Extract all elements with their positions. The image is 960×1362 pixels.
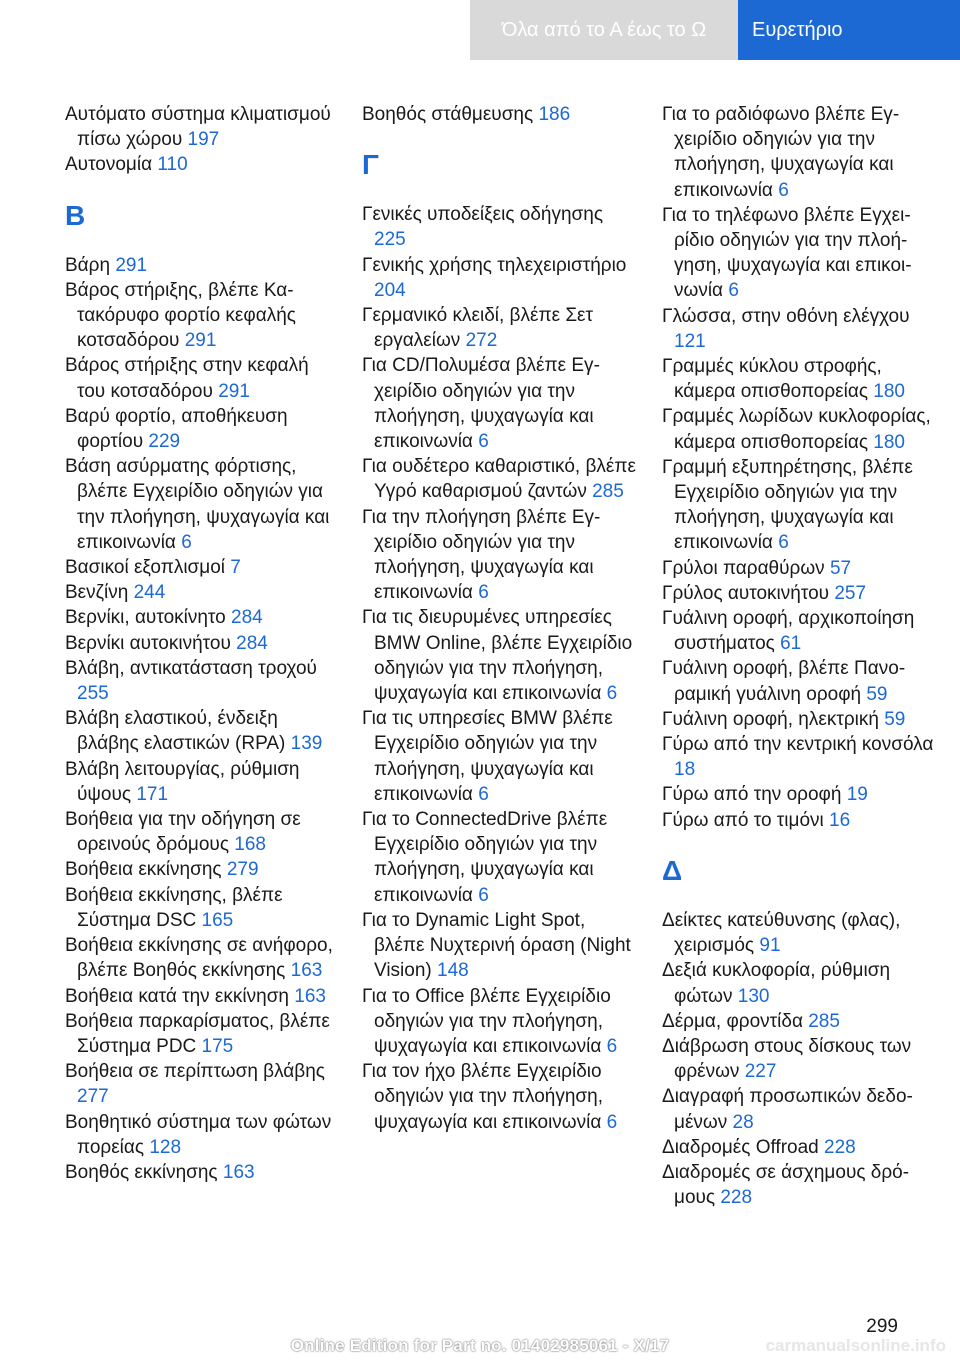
page-reference-link[interactable]: 285: [592, 481, 624, 503]
index-entry: [662, 908, 942, 958]
entry-text: Γενικές υποδείξεις οδήγησης: [362, 204, 603, 226]
page-reference-link[interactable]: 225: [374, 229, 406, 251]
entry-text: Για το Dynamic Light Spot, βλέπε Νυχτερινή όραση (Night Vision): [362, 909, 631, 982]
entry-text: Γυάλινη οροφή, βλέπε Πανοραμική γυάλινη οροφή: [662, 658, 906, 705]
entry-text: Βερνίκι, αυτοκίνητο: [65, 607, 226, 629]
index-entry: [65, 353, 335, 403]
page-reference-link[interactable]: 228: [824, 1136, 856, 1158]
index-entry: [362, 984, 637, 1060]
index-entry: [65, 807, 335, 857]
page-reference-link[interactable]: 130: [737, 985, 770, 1007]
entry-text: Για το ραδιόφωνο βλέπε Εγχειρίδιο οδηγιών για την πλοήγηση, ψυχαγωγία και επικοινωνία: [662, 104, 900, 201]
page-reference-link[interactable]: 163: [294, 985, 326, 1007]
index-entry: [65, 1009, 335, 1059]
index-entry: [65, 857, 335, 882]
index-entry: [662, 354, 942, 404]
page-reference-link[interactable]: 19: [846, 784, 868, 806]
page-reference-link[interactable]: 148: [437, 960, 469, 982]
entry-text: Βάρος στήριξης στην κεφαλή του κοτσαδόρου: [65, 355, 309, 402]
page-reference-link[interactable]: 180: [873, 431, 905, 453]
page-reference-link[interactable]: 6: [778, 179, 789, 201]
index-entry: [662, 581, 942, 606]
page-reference-link[interactable]: 6: [606, 1111, 618, 1133]
index-entry: [65, 404, 335, 454]
index-entry: [65, 605, 335, 630]
page-reference-link[interactable]: 165: [201, 909, 234, 931]
entry-text: Γραμμές κύκλου στροφής, κάμερα οπισθοπορείας: [662, 356, 882, 403]
entry-text: Γυάλινη οροφή, ηλεκτρική: [662, 708, 879, 730]
index-entry: [362, 706, 637, 807]
entry-text: Βαρύ φορτίο, αποθήκευση φορτίου: [65, 405, 288, 453]
entry-text: Δείκτες κατεύθυνσης (φλας), χειρισμός: [662, 909, 901, 957]
index-entry: [65, 656, 335, 706]
entry-text: Βοήθεια σε περίπτωση βλάβης: [65, 1061, 325, 1083]
index-entry: [65, 580, 335, 605]
page-reference-link[interactable]: 6: [478, 884, 489, 906]
page-reference-link[interactable]: 6: [606, 683, 618, 705]
page-header: [0, 0, 960, 60]
section-title: Ευρετήριο: [738, 0, 960, 60]
index-entry: [65, 757, 335, 807]
index-entry: [65, 883, 335, 933]
entry-text: Για το τηλέφωνο βλέπε Εγχειρίδιο οδηγιών για την πλοήγηση, ψυχαγωγία και επικοινωνία: [662, 204, 912, 302]
index-entry: [662, 808, 942, 833]
entry-text: Γρύλος αυτοκινήτου: [662, 582, 830, 604]
page-reference-link[interactable]: 204: [374, 279, 406, 301]
index-entry: [662, 958, 942, 1008]
page-reference-link[interactable]: 16: [829, 809, 851, 831]
entry-text: Βοηθός εκκίνησης: [65, 1161, 218, 1183]
entry-text: Βάση ασύρματης φόρτισης, βλέπε Εγχειρίδιο οδηγιών για την πλοήγηση, ψυχαγωγία και επικοινωνία: [65, 456, 330, 553]
index-entry: [362, 1059, 637, 1135]
index-entry: [662, 1084, 942, 1134]
page-reference-link[interactable]: 18: [674, 759, 696, 781]
page-reference-link[interactable]: 121: [674, 330, 706, 352]
entry-text: Διαδρομές Offroad: [662, 1136, 819, 1158]
chapter-title: Όλα από το Α έως το Ω: [470, 0, 738, 60]
section-letter: Δ: [662, 854, 683, 886]
index-entry: [362, 102, 637, 127]
entry-text: Γενικής χρήσης τηλεχειριστήριο: [362, 254, 627, 276]
page-reference-link[interactable]: 272: [465, 330, 498, 352]
entry-text: Για τις διευρυμένες υπηρεσίες BMW Online, βλέπε Εγχειρίδιο οδηγιών για την πλοήγηση, ψυχαγωγία και επικοινωνία: [362, 607, 633, 705]
page-reference-link[interactable]: 59: [866, 683, 888, 705]
entry-text: Γερμανικό κλειδί, βλέπε Σετ εργαλείων: [362, 305, 594, 352]
index-entry: [65, 1160, 335, 1185]
entry-text: Βοήθεια εκκίνησης σε ανήφορο, βλέπε Βοηθός εκκίνησης: [65, 935, 333, 982]
index-entry: [362, 353, 637, 454]
page-reference-link[interactable]: 6: [728, 280, 739, 302]
page-reference-link[interactable]: 257: [834, 582, 867, 604]
page-reference-link[interactable]: 291: [184, 330, 217, 352]
page-reference-link[interactable]: 6: [606, 1035, 618, 1057]
entry-text: Βάρη: [65, 254, 111, 276]
entry-text: Γλώσσα, στην οθόνη ελέγχου: [662, 305, 910, 327]
page-reference-link[interactable]: 128: [149, 1136, 182, 1158]
entry-text: Βασικοί εξοπλισμοί: [65, 557, 225, 579]
index-entry: [362, 454, 637, 504]
page-reference-link[interactable]: 171: [136, 783, 169, 805]
entry-text: Βοηθητικό σύστημα των φώτων πορείας: [65, 1111, 332, 1158]
page-reference-link[interactable]: 168: [234, 834, 266, 856]
page-reference-link[interactable]: 244: [133, 582, 166, 604]
entry-text: Βοήθεια παρκαρίσματος, βλέπε Σύστημα PDC: [65, 1010, 330, 1057]
entry-text: Γύρω από την οροφή: [662, 784, 842, 806]
index-entry: [362, 605, 637, 706]
page-reference-link[interactable]: 28: [732, 1111, 754, 1133]
index-entry: [662, 707, 942, 732]
page-reference-link[interactable]: 61: [780, 633, 802, 655]
page-reference-link[interactable]: 180: [873, 381, 905, 403]
entry-text: Βλάβη, αντικατάσταση τροχού: [65, 657, 317, 679]
page-reference-link[interactable]: 228: [720, 1187, 753, 1209]
page-reference-link[interactable]: 291: [218, 380, 250, 402]
index-entry: [65, 454, 335, 555]
page-reference-link[interactable]: 163: [290, 960, 323, 982]
entry-text: Για τον ήχο βλέπε Εγχειρίδιο οδηγιών για την πλοήγηση, ψυχαγωγία και επικοινωνία: [362, 1061, 603, 1133]
page-reference-link[interactable]: 6: [478, 783, 489, 805]
index-column-1: [65, 102, 335, 1185]
index-entry: [662, 1135, 942, 1160]
index-entry: [662, 404, 942, 454]
index-entry: [662, 1160, 942, 1210]
entry-text: Γύρω από το τιμόνι: [662, 809, 824, 831]
page-reference-link[interactable]: 284: [231, 607, 263, 629]
page-reference-link[interactable]: 186: [538, 104, 571, 125]
index-entry: [662, 782, 942, 807]
page-reference-link[interactable]: 91: [759, 935, 781, 957]
page-reference-link[interactable]: 197: [187, 129, 220, 151]
entry-text: Διαγραφή προσωπικών δεδομένων: [662, 1086, 913, 1133]
entry-text: Γραμμή εξυπηρέτησης, βλέπε Εγχειρίδιο οδηγιών για την πλοήγηση, ψυχαγωγία και επικοινωνία: [662, 456, 913, 554]
index-entry: [662, 1034, 942, 1084]
entry-text: Για την πλοήγηση βλέπε Εγχειρίδιο οδηγιών για την πλοήγηση, ψυχαγωγία και επικοινωνία: [362, 506, 601, 604]
index-entry: [662, 732, 942, 782]
edition-footer: Online Edition for Part no. 01402985061 - X/17: [290, 1336, 670, 1355]
index-entry: [362, 202, 637, 252]
page-reference-link[interactable]: 279: [226, 859, 259, 881]
index-entry: [662, 304, 942, 354]
index-entry: [662, 203, 942, 304]
page-reference-link[interactable]: 6: [778, 532, 789, 554]
page-reference-link[interactable]: 229: [148, 431, 181, 453]
entry-text: Βοηθός στάθμευσης: [362, 104, 534, 125]
index-entry: [662, 656, 942, 706]
entry-text: Για τις υπηρεσίες BMW βλέπε Εγχειρίδιο οδηγιών για την πλοήγηση, ψυχαγωγία και επικοινωνία: [362, 708, 613, 805]
entry-text: Βερνίκι αυτοκινήτου: [65, 632, 231, 654]
watermark-text: carmanualsonline.info: [765, 1336, 946, 1355]
index-entry: [362, 908, 637, 984]
page-reference-link[interactable]: 57: [829, 557, 852, 579]
page-reference-link[interactable]: 6: [478, 582, 489, 604]
page-reference-link[interactable]: 277: [77, 1086, 109, 1108]
page-reference-link[interactable]: 6: [181, 531, 192, 553]
page-reference-link[interactable]: 175: [201, 1035, 234, 1057]
index-entry: [362, 807, 637, 908]
page-reference-link[interactable]: 6: [478, 431, 489, 453]
index-entry: [65, 152, 335, 177]
index-entry: [65, 984, 335, 1009]
index-entry: [362, 303, 637, 353]
page-reference-link[interactable]: 59: [884, 708, 906, 730]
index-entry: [65, 631, 335, 656]
index-entry: [662, 606, 942, 656]
index-entry: [65, 933, 335, 983]
entry-text: Γύρω από την κεντρική κονσόλα: [662, 734, 934, 756]
entry-text: Διάβρωση στους δίσκους των φρένων: [662, 1035, 912, 1083]
entry-text: Βοήθεια εκκίνησης: [65, 859, 222, 881]
entry-text: Βοήθεια εκκίνησης, βλέπε Σύστημα DSC: [65, 884, 283, 931]
page-reference-link[interactable]: 110: [157, 154, 188, 176]
index-entry: [65, 555, 335, 580]
index-column-3: [662, 102, 942, 1210]
page-reference-link[interactable]: 7: [230, 557, 241, 579]
index-column-2: [362, 102, 637, 1135]
index-entry: [65, 278, 335, 354]
entry-text: Βοήθεια κατά την εκκίνηση: [65, 985, 289, 1007]
entry-text: Διαδρομές σε άσχημους δρόμους: [662, 1161, 910, 1209]
entry-text: Για CD/Πολυμέσα βλέπε Εγχειρίδιο οδηγιών για την πλοήγηση, ψυχαγωγία και επικοινωνία: [362, 355, 600, 453]
index-entry: [362, 505, 637, 606]
index-entry: [662, 1009, 942, 1034]
entry-text: Για το ConnectedDrive βλέπε Εγχειρίδιο οδηγιών για την πλοήγηση, ψυχαγωγία και επικοινωνία: [362, 809, 608, 906]
page-reference-link[interactable]: 291: [115, 254, 148, 276]
index-entry: [362, 253, 637, 303]
section-letter: Γ: [362, 149, 379, 181]
index-entry: [65, 1110, 335, 1160]
entry-text: Βλάβη ελαστικού, ένδειξη βλάβης ελαστικών (RPA): [65, 708, 286, 755]
page-reference-link[interactable]: 284: [236, 632, 268, 654]
entry-text: Για το Office βλέπε Εγχειρίδιο οδηγιών για την πλοήγηση, ψυχαγωγία και επικοινωνία: [362, 985, 611, 1057]
index-entry: [662, 102, 942, 203]
entry-text: Για ουδέτερο καθαριστικό, βλέπε Υγρό καθαρισμού ζαντών: [362, 456, 636, 503]
section-letter: Β: [65, 199, 86, 231]
entry-text: Δέρμα, φροντίδα: [662, 1010, 803, 1032]
index-entry: [65, 1059, 335, 1109]
entry-text: Βλάβη λειτουργίας, ρύθμιση ύψους: [65, 758, 300, 805]
index-entry: [65, 253, 335, 278]
entry-text: Αυτόματο σύστημα κλιματισμού πίσω χώρου: [65, 104, 331, 151]
page-reference-link[interactable]: 255: [77, 683, 109, 705]
entry-text: Βάρος στήριξης, βλέπε Κατακόρυφο φορτίο κεφαλής κοτσαδόρου: [65, 279, 296, 352]
entry-text: Γυάλινη οροφή, αρχικοποίηση συστήματος: [662, 608, 915, 655]
index-entry: [662, 556, 942, 581]
entry-text: Βενζίνη: [65, 582, 129, 604]
page-number: 299: [866, 1316, 898, 1337]
entry-text: Γραμμές λωρίδων κυκλοφορίας, κάμερα οπισθοπορείας: [662, 406, 931, 453]
entry-text: Βοήθεια για την οδήγηση σε ορεινούς δρόμους: [65, 809, 301, 856]
entry-text: Αυτονομία: [65, 154, 153, 176]
index-entry: [662, 455, 942, 556]
page-reference-link[interactable]: 285: [808, 1010, 840, 1032]
page-reference-link[interactable]: 139: [290, 733, 323, 755]
index-entry: [65, 102, 335, 152]
index-entry: [65, 706, 335, 756]
entry-text: Γρύλοι παραθύρων: [662, 557, 825, 579]
page-reference-link[interactable]: 163: [222, 1161, 255, 1183]
page-reference-link[interactable]: 227: [744, 1061, 777, 1083]
entry-text: Δεξιά κυκλοφορία, ρύθμιση φώτων: [662, 960, 891, 1007]
